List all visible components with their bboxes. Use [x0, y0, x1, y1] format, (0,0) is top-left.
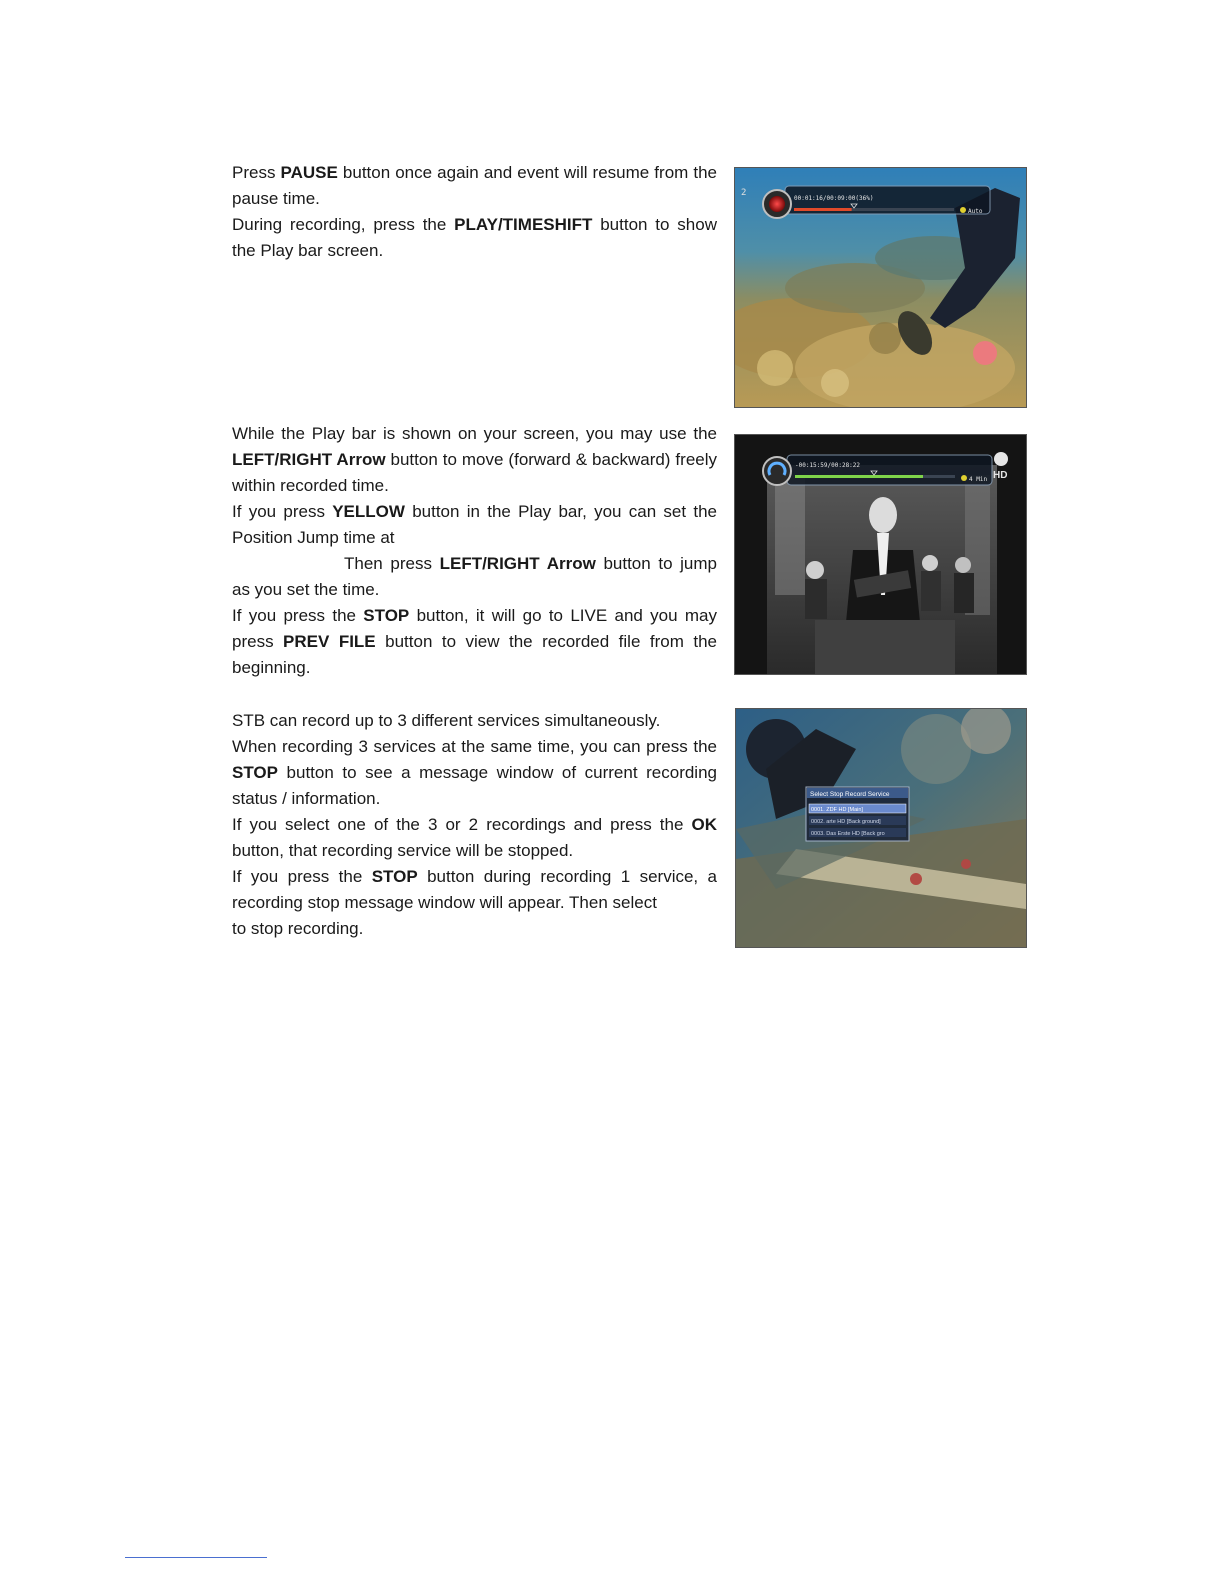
- timeshift-timecode: -00:15:59/00:28:22: [795, 462, 861, 469]
- screenshot-timeshift-playbar: [734, 434, 1027, 675]
- arrow-paragraph: While the Play bar is shown on your screen, you may use the LEFT/RIGHT Arrow button to move (forward & backward) freely within recorded time.: [232, 424, 718, 495]
- stop-keyword: STOP: [363, 606, 410, 625]
- screenshot-stop-record-window: [735, 708, 1027, 948]
- movie-scene: [735, 435, 1026, 674]
- stop-keyword-3: STOP: [371, 867, 418, 886]
- dialog-title: Select Stop Record Service: [810, 791, 890, 798]
- jump-paragraph: Then press LEFT/RIGHT Arrow button to jump as you set the time.: [232, 554, 717, 599]
- hd-badge: HD: [993, 470, 1008, 481]
- jump-time: 4 Min: [969, 476, 988, 483]
- dialog-item-1[interactable]: 0001. ZDF HD [Main]: [811, 807, 863, 813]
- yellow-paragraph: If you press YELLOW button in the Play bar, you can set the Position Jump time at: [232, 502, 717, 547]
- pause-keyword: PAUSE: [280, 163, 338, 182]
- yellow-keyword: YELLOW: [332, 502, 405, 521]
- underwater-scene-1: [735, 168, 1026, 407]
- timeshift-paragraph: During recording, press the PLAY/TIMESHIFT button to show the Play bar screen.: [232, 215, 717, 260]
- prev-file-keyword: PREV FILE: [283, 632, 376, 651]
- record-capacity-paragraph: STB can record up to 3 different services simultaneously.: [232, 711, 661, 730]
- timeshift-progress-fill: [795, 475, 923, 478]
- stop-live-paragraph: If you press the STOP button, it will go to LIVE and you may press PREV FILE button to view the recorded file from the beginning.: [232, 606, 717, 677]
- screenshot-recording-playbar: [734, 167, 1027, 408]
- single-stop-paragraph: If you press the STOP button during recording 1 service, a recording stop message window will appear. Then select: [232, 867, 718, 912]
- dialog-item-2[interactable]: 0002. arte HD [Back ground]: [811, 819, 881, 825]
- timeshift-keyword: PLAY/TIMESHIFT: [454, 215, 593, 234]
- arrow-keyword-2: LEFT/RIGHT Arrow: [439, 554, 596, 573]
- record-timecode: 00:01:16/00:09:00(36%): [794, 195, 874, 202]
- stop-window-paragraph: When recording 3 services at the same time, you can press the STOP button to see a message window of current recording status / information.: [232, 737, 717, 808]
- stop-recording-line: to stop recording.: [232, 919, 364, 938]
- arrow-keyword: LEFT/RIGHT Arrow: [232, 450, 386, 469]
- footnote-separator: [125, 1557, 267, 1558]
- underwater-scene-2: [736, 709, 1026, 947]
- dialog-item-3[interactable]: 0003. Das Erste HD [Back gro: [811, 831, 885, 837]
- record-progress-fill: [794, 208, 852, 211]
- section-playbar-text: [232, 421, 717, 681]
- section-multi-record-text: [232, 708, 717, 942]
- yellow-key-icon-2: [961, 475, 967, 481]
- section-pause-text: [232, 160, 717, 264]
- stop-keyword-2: STOP: [232, 763, 278, 782]
- ok-keyword: OK: [691, 815, 717, 834]
- record-mode: Auto: [968, 208, 983, 215]
- yellow-key-icon: [960, 207, 966, 213]
- ok-paragraph: If you select one of the 3 or 2 recordings and press the OK button, that recording service will be stopped.: [232, 815, 717, 860]
- svg-text:2: 2: [741, 188, 747, 198]
- channel-logo-icon: [994, 452, 1008, 466]
- pause-paragraph: Press PAUSE button once again and event will resume from the pause time.: [232, 163, 718, 208]
